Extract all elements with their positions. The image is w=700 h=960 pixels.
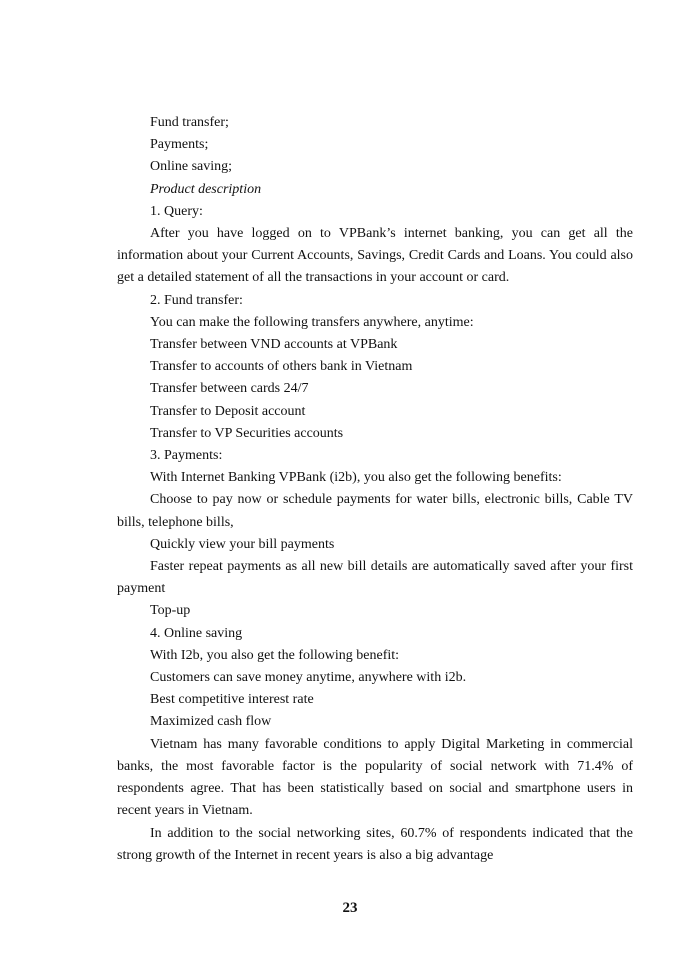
list-item-transfer-others-bank: Transfer to accounts of others bank in Vietnam <box>150 359 413 375</box>
list-item-cash-flow: Maximized cash flow <box>150 714 272 730</box>
document-body <box>117 112 633 867</box>
list-item-transfer-deposit: Transfer to Deposit account <box>150 403 306 419</box>
list-item-fund-transfer: Fund transfer; <box>150 115 229 130</box>
paragraph-query-description: After you have logged on to VPBank’s internet banking, you can get all the information about your Current Accounts, Savings, Credit Cards and Loans. You could also get a detailed statement of all the transactions in your account or card. <box>117 226 633 286</box>
list-item-top-up: Top-up <box>150 603 191 619</box>
paragraph-internet-growth: In addition to the social networking sites, 60.7% of respondents indicated that the strong growth of the Internet in recent years is also a big advantage <box>117 825 633 863</box>
list-item-view-bills: Quickly view your bill payments <box>150 536 335 552</box>
list-item-payments: Payments; <box>150 137 209 153</box>
list-item-save-anytime: Customers can save money anytime, anywhere with i2b. <box>150 670 467 686</box>
list-item-transfer-cards: Transfer between cards 24/7 <box>150 381 309 397</box>
page-number: 23 <box>342 900 358 916</box>
list-item-transfer-vnd: Transfer between VND accounts at VPBank <box>150 337 398 353</box>
section-heading-product-description: Product description <box>150 181 262 197</box>
paragraph-transfer-intro: You can make the following transfers anywhere, anytime: <box>150 314 474 330</box>
subheading-payments: 3. Payments: <box>150 448 223 464</box>
list-item-transfer-securities: Transfer to VP Securities accounts <box>150 425 344 441</box>
subheading-query: 1. Query: <box>150 203 203 219</box>
subheading-fund-transfer: 2. Fund transfer: <box>150 292 243 308</box>
list-item-schedule-payments: Choose to pay now or schedule payments for water bills, electronic bills, Cable TV bills, telephone bills, <box>117 492 633 530</box>
list-item-repeat-payments: Faster repeat payments as all new bill details are automatically saved after your first payment <box>117 559 633 597</box>
list-item-online-saving: Online saving; <box>150 159 233 175</box>
list-item-interest-rate: Best competitive interest rate <box>150 692 314 708</box>
subheading-online-saving: 4. Online saving <box>150 625 243 641</box>
paragraph-digital-marketing: Vietnam has many favorable conditions to apply Digital Marketing in commercial banks, the most favorable factor is the popularity of social network with 71.4% of respondents agree. That has been statistically based on social and smartphone users in recent years in Vietnam. <box>117 736 633 819</box>
paragraph-payments-intro: With Internet Banking VPBank (i2b), you also get the following benefits: <box>150 470 562 486</box>
paragraph-saving-intro: With I2b, you also get the following benefit: <box>150 647 400 663</box>
